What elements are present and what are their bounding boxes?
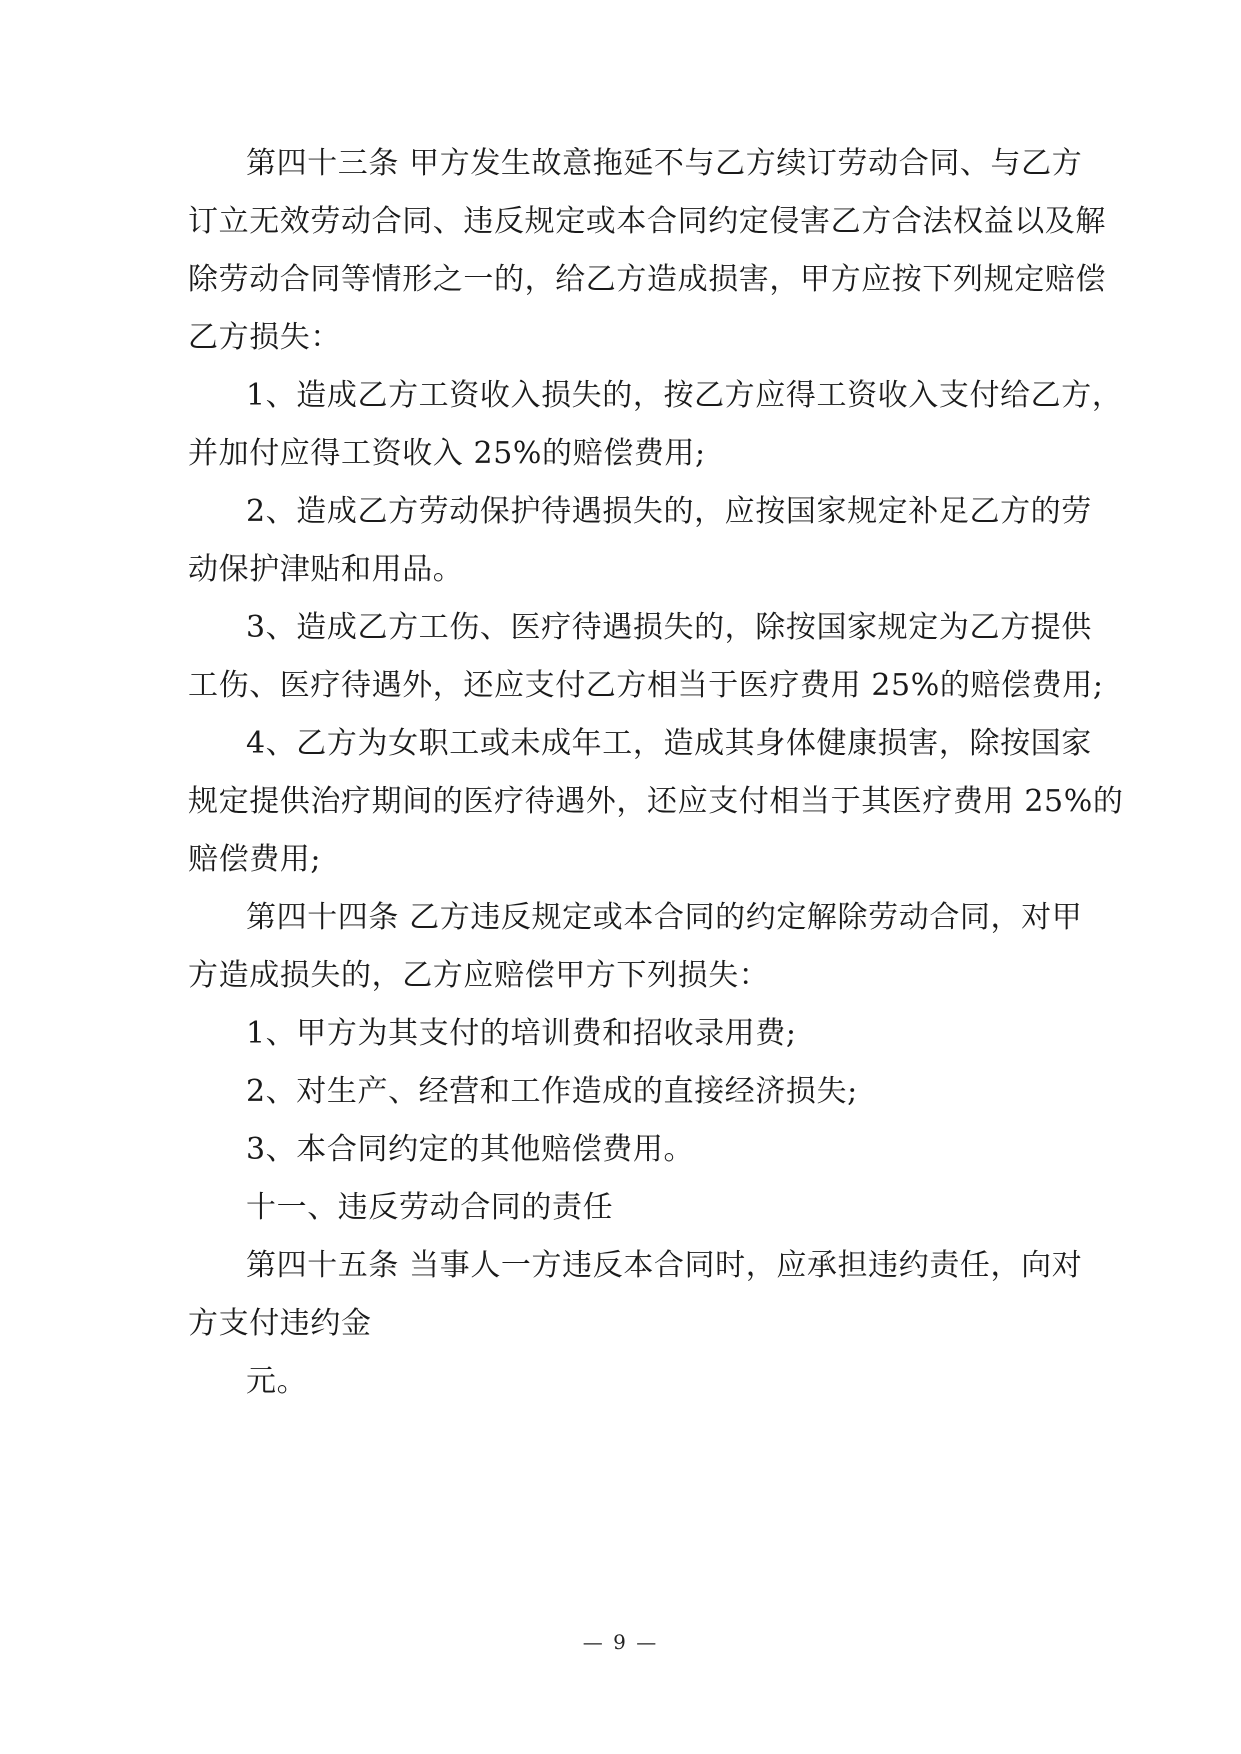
article-44-item-2: 2、对生产、经营和工作造成的直接经济损失;: [246, 1074, 858, 1109]
article-43-item-2-line-2: 动保护津贴和用品。: [188, 552, 464, 587]
article-44-line-2: 方造成损失的，乙方应赔偿甲方下列损失：: [188, 958, 770, 993]
article-43-item-3-line-1: 3、造成乙方工伤、医疗待遇损失的，除按国家规定为乙方提供: [246, 610, 1092, 645]
article-43-item-4-line-1: 4、乙方为女职工或未成年工，造成其身体健康损害，除按国家: [246, 726, 1092, 761]
article-43-line-3: 除劳动合同等情形之一的，给乙方造成损害，甲方应按下列规定赔偿: [188, 262, 1106, 297]
article-43-line-1: 第四十三条 甲方发生故意拖延不与乙方续订劳动合同、与乙方: [246, 146, 1083, 181]
article-43-item-4-line-3: 赔偿费用;: [188, 842, 322, 877]
article-43-item-1-line-2: 并加付应得工资收入 25%的赔偿费用;: [188, 436, 706, 471]
article-43-item-2-line-1: 2、造成乙方劳动保护待遇损失的，应按国家规定补足乙方的劳: [246, 494, 1092, 529]
article-44-item-3: 3、本合同约定的其他赔偿费用。: [246, 1132, 695, 1167]
article-43-line-4: 乙方损失：: [188, 320, 341, 355]
article-43-item-4-line-2: 规定提供治疗期间的医疗待遇外，还应支付相当于其医疗费用 25%的: [188, 784, 1124, 819]
article-43-item-1-line-1: 1、造成乙方工资收入损失的，按乙方应得工资收入支付给乙方，: [246, 378, 1123, 413]
article-43-line-2: 订立无效劳动合同、违反规定或本合同约定侵害乙方合法权益以及解: [188, 204, 1106, 239]
page-number: — 9 —: [582, 1630, 659, 1654]
article-43-item-3-line-2: 工伤、医疗待遇外，还应支付乙方相当于医疗费用 25%的赔偿费用;: [188, 668, 1104, 703]
article-45-line-3: 元。: [246, 1364, 308, 1399]
article-45-line-2: 方支付违约金: [188, 1306, 372, 1341]
section-11-heading: 十一、违反劳动合同的责任: [246, 1190, 614, 1225]
article-44-item-1: 1、甲方为其支付的培训费和招收录用费;: [246, 1016, 797, 1051]
article-44-line-1: 第四十四条 乙方违反规定或本合同的约定解除劳动合同，对甲: [246, 900, 1083, 935]
article-45-line-1: 第四十五条 当事人一方违反本合同时，应承担违约责任，向对: [246, 1248, 1083, 1283]
